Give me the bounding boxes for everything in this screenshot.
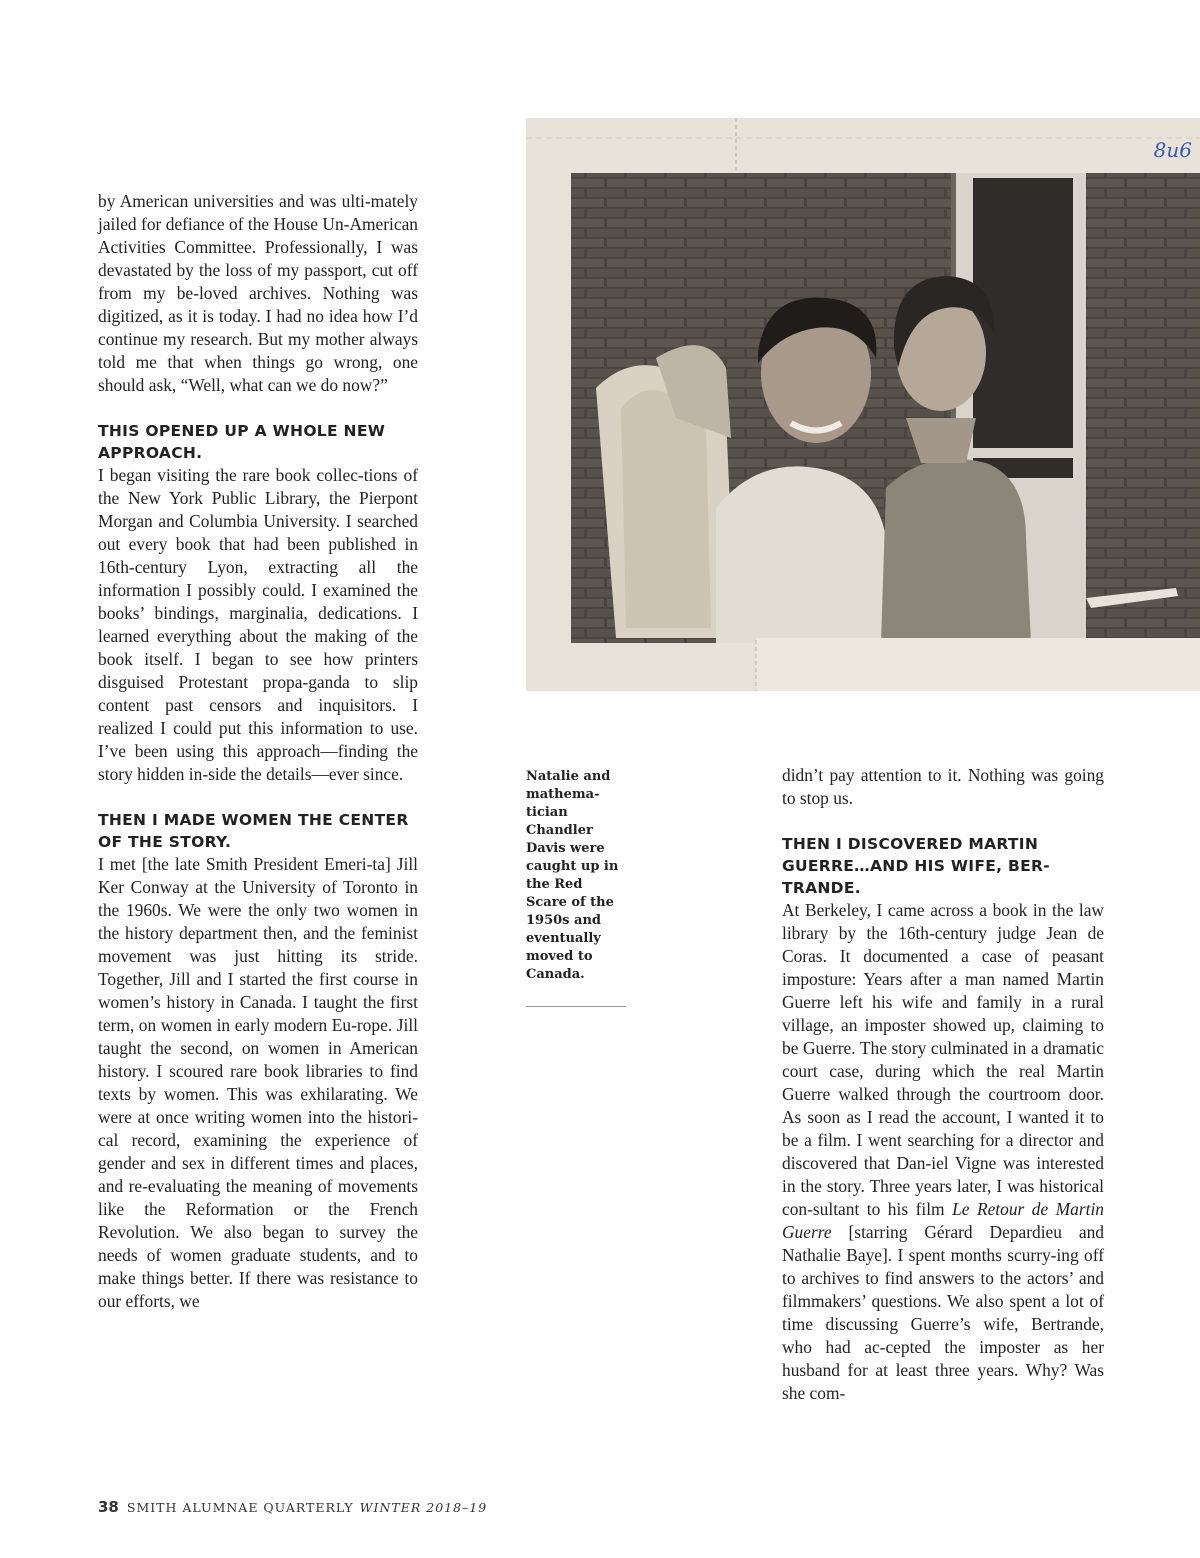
article-left-column [98, 190, 418, 1313]
paragraph: I began visiting the rare book collec-tions of the New York Public Library, the Pierpont Morgan and Columbia University. I searched out every book that had been published in 16th-century Lyon, extracting all the information I possibly could. I examined the books’ bindings, marginalia, dedications. I learned everything about the making of the book itself. I began to see how printers disguised Protestant propa-ganda to slip content past censors and inquisitors. I realized I could put this information to use. I’ve been using this approach—finding the story hidden in-side the details—ever since. [98, 465, 418, 784]
film-title: Le Retour de Martin Guerre [782, 1199, 1104, 1242]
photo-caption: Natalie and mathema-tician Chandler Davis were caught up in the Red Scare of the 1950s and eventually moved to Canada. [526, 769, 619, 982]
paragraph [782, 899, 1104, 1405]
caption-divider [526, 1006, 626, 1007]
page-number: 38 [98, 1498, 119, 1516]
page-footer [98, 1498, 487, 1516]
section-heading: THIS OPENED UP A WHOLE NEW APPROACH. [98, 422, 386, 462]
section-heading: THEN I DISCOVERED MARTIN GUERRE…AND HIS WIFE, BER-TRANDE. [782, 835, 1050, 897]
paragraph: I met [the late Smith President Emeri-ta] Jill Ker Conway at the University of Toronto in the 1960s. We were the only two women in the history department then, and the feminist movement was just hitting its stride. Together, Jill and I started the first course in women’s history in Canada. I taught the first term, on women in early modern Eu-rope. Jill taught the second, on women in American history. I scoured rare book libraries to find texts by women. This was exhilarating. We were at once writing women into the histori-cal record, examining the experience of gender and sex in different times and places, and re-evaluating the meaning of movements like the Reformation or the French Revolution. We also began to survey the needs of women graduate students, and to make things better. If there was resistance to our efforts, we [98, 854, 418, 1311]
paragraph-text: [starring Gérard Depardieu and Nathalie Baye]. I spent months scurry-ing off to archives to find answers to the actors’ and filmmakers’ questions. We also spent a lot of time discussing Guerre’s wife, Bertrande, who had ac-cepted the imposter as her husband for at least three years. Why? Was she com- [782, 1222, 1104, 1403]
photo-illustration [526, 118, 1200, 691]
paragraph: by American universities and was ulti-mately jailed for defiance of the House Un-American Activities Committee. Professionally, I was devastated by the loss of my passport, cut off from my be-loved archives. Nothing was digitized, as it is today. I had no idea how I’d continue my research. But my mother always told me that when things go wrong, one should ask, “Well, what can we do now?” [98, 191, 418, 395]
paragraph-text: At Berkeley, I came across a book in the law library by the 16th-century judge Jean de Coras. It documented a case of peasant imposture: Years after a man named Martin Guerre left his wife and family in a rural village, an imposter showed up, claiming to be Guerre. The story culminated in a dramatic court case, during which the real Martin Guerre walked through the courtroom door. As soon as I read the account, I wanted it to be a film. I went searching for a director and discovered that Dan-iel Vigne was interested in the story. Three years later, I was historical con-sultant to his film [782, 900, 1104, 1219]
article-right-column [782, 764, 1104, 1405]
section-heading: THEN I MADE WOMEN THE CENTER OF THE STORY. [98, 811, 409, 851]
photograph-natalie-and-chandler [526, 118, 1200, 691]
publication-name: SMITH ALUMNAE QUARTERLY [126, 1500, 354, 1515]
paragraph: didn’t pay attention to it. Nothing was going to stop us. [782, 765, 1104, 808]
handwritten-note: 8u6 [1153, 138, 1192, 162]
issue-season: WINTER 2018–19 [359, 1500, 488, 1515]
